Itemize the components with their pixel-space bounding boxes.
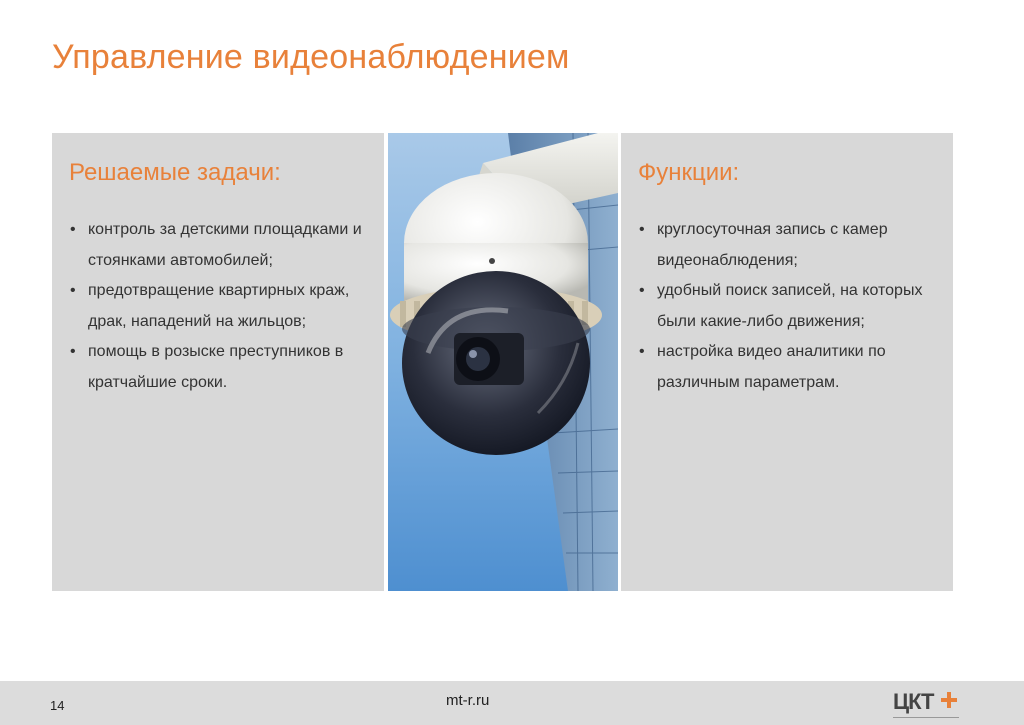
list-item-text: контроль за детскими площадками и стоянками автомобилей;: [88, 221, 362, 269]
logo-text: ЦКТ: [893, 689, 934, 714]
tasks-panel: [52, 133, 384, 591]
list-item-text: предотвращение квартирных краж, драк, нападений на жильцов;: [88, 282, 350, 330]
bullet-dot-icon: •: [639, 282, 645, 299]
list-item-text: удобный поиск записей, на которых были какие-либо движения;: [657, 282, 923, 330]
list-item-text: круглосуточная запись с камер видеонаблюдения;: [657, 221, 888, 269]
plus-icon: [941, 692, 957, 708]
logo-underline: [893, 717, 959, 718]
page-number: 14: [50, 698, 65, 713]
ckt-logo: [893, 691, 963, 717]
tasks-list: [68, 215, 366, 398]
bullet-dot-icon: •: [70, 221, 76, 238]
list-item: [637, 215, 935, 276]
list-item: [68, 215, 366, 276]
bullet-dot-icon: •: [70, 282, 76, 299]
list-item: [637, 276, 935, 337]
functions-list: [637, 215, 935, 398]
site-link[interactable]: mt-r.ru: [446, 692, 490, 709]
functions-heading: Функции:: [638, 159, 740, 186]
tasks-heading: Решаемые задачи:: [69, 159, 281, 186]
list-item: [68, 337, 366, 398]
functions-panel: [621, 133, 953, 591]
bullet-dot-icon: •: [639, 343, 645, 360]
page-title: Управление видеонаблюдением: [52, 38, 570, 76]
bullet-dot-icon: •: [70, 343, 76, 360]
list-item-text: настройка видео аналитики по различным параметрам.: [657, 343, 886, 391]
footer-bar: [0, 681, 1024, 725]
list-item: [637, 337, 935, 398]
list-item-text: помощь в розыске преступников в кратчайшие сроки.: [88, 343, 344, 391]
bullet-dot-icon: •: [639, 221, 645, 238]
dome-camera-photo: [388, 133, 618, 591]
list-item: [68, 276, 366, 337]
